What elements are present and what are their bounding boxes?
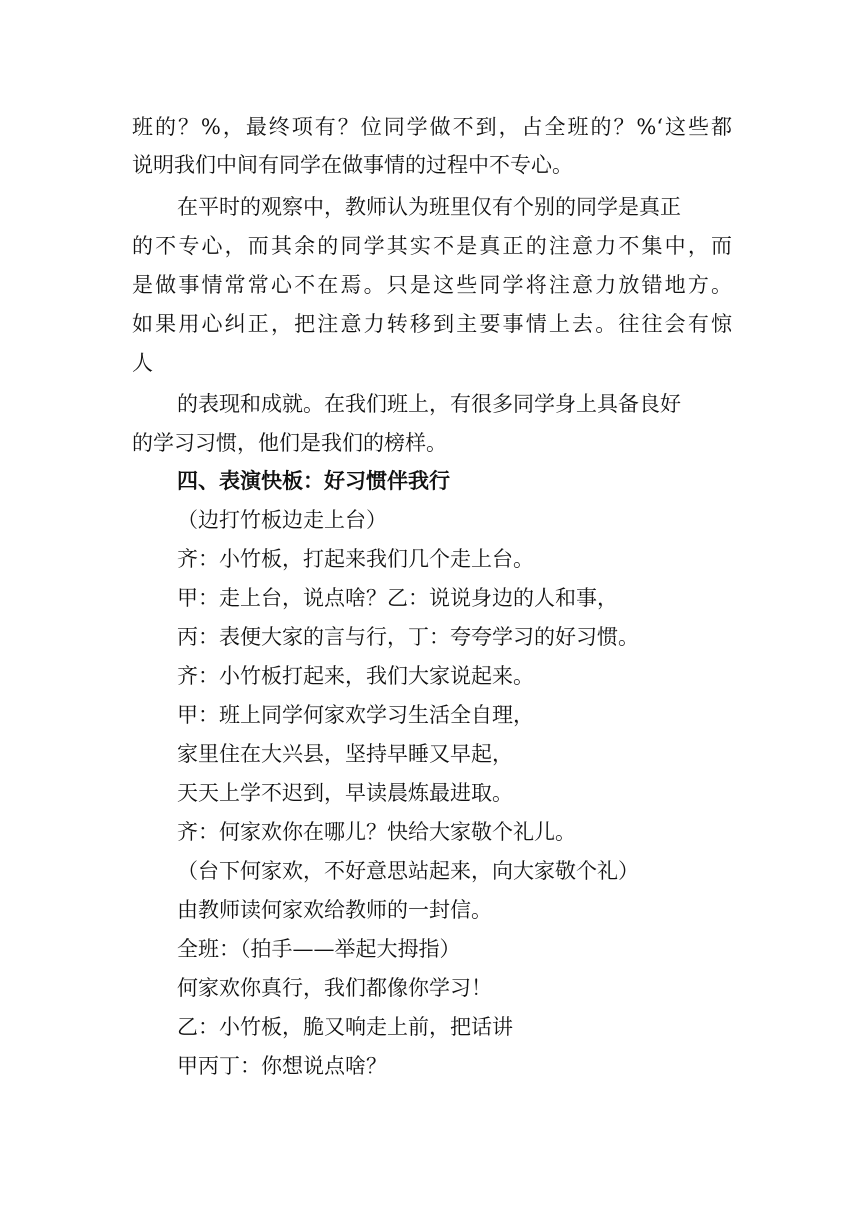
script-line: 齐：何家欢你在哪儿？快给大家敬个礼儿。 bbox=[177, 820, 576, 844]
paragraph-line: 班的？%，最终项有？位同学做不到，占全班的？%‘这些都 bbox=[132, 115, 732, 139]
script-line: 乙：小竹板，脆又响走上前，把话讲 bbox=[177, 1015, 513, 1039]
script-line: 全班：（拍手——举起大拇指） bbox=[177, 937, 461, 961]
script-line: 齐：小竹板，打起来我们几个走上台。 bbox=[177, 547, 534, 571]
paragraph-line: 说明我们中间有同学在做事情的过程中不专心。 bbox=[132, 153, 573, 177]
stage-direction: （台下何家欢，不好意思站起来，向大家敬个礼） bbox=[177, 859, 639, 883]
paragraph-line: 如果用心纠正，把注意力转移到主要事情上去。往往会有惊 bbox=[132, 312, 732, 336]
paragraph-line: 在平时的观察中，教师认为班里仅有个别的同学是真正 bbox=[177, 195, 681, 219]
script-line: 何家欢你真行，我们都像你学习！ bbox=[177, 976, 492, 1000]
paragraph-line: 的表现和成就。在我们班上，有很多同学身上具备良好 bbox=[177, 392, 681, 416]
section-heading: 四、表演快板：好习惯伴我行 bbox=[177, 468, 450, 493]
paragraph-line: 的学习习惯，他们是我们的榜样。 bbox=[132, 431, 447, 455]
script-line: 天天上学不迟到，早读晨炼最进取。 bbox=[177, 781, 513, 805]
script-line: 由教师读何家欢给教师的一封信。 bbox=[177, 898, 492, 922]
script-line: 齐：小竹板打起来，我们大家说起来。 bbox=[177, 664, 534, 688]
paragraph-line: 的不专心，而其余的同学其实不是真正的注意力不集中，而 bbox=[132, 234, 732, 258]
paragraph-line: 人 bbox=[132, 351, 153, 375]
script-line: 甲：班上同学何家欢学习生活全自理， bbox=[177, 703, 534, 727]
script-line: 甲丙丁：你想说点啥？ bbox=[177, 1054, 387, 1078]
script-line: 丙：表便大家的言与行，丁：夸夸学习的好习惯。 bbox=[177, 625, 639, 649]
script-line: 甲：走上台，说点啥？乙：说说身边的人和事， bbox=[177, 586, 618, 610]
paragraph-line: 是做事情常常心不在焉。只是这些同学将注意力放错地方。 bbox=[132, 273, 732, 297]
stage-direction: （边打竹板边走上台） bbox=[177, 508, 387, 532]
script-line: 家里住在大兴县，坚持早睡又早起， bbox=[177, 742, 513, 766]
